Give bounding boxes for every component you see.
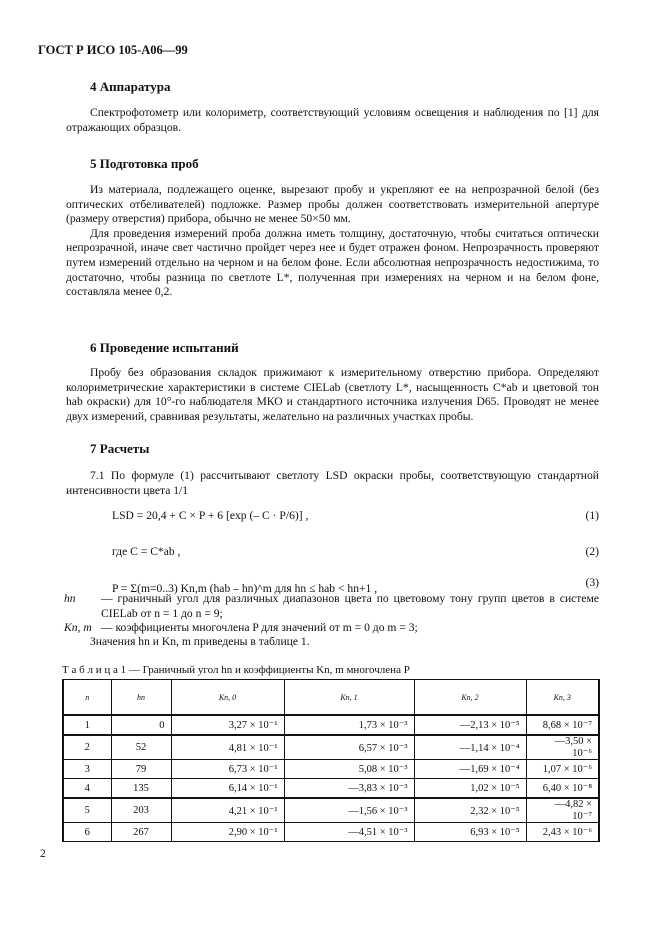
table-cell: —1,14 × 10⁻⁴ bbox=[414, 735, 526, 760]
table-cell: 6,57 × 10⁻³ bbox=[284, 735, 414, 760]
definition-text: — коэффициенты многочлена P для значений от m = 0 до m = 3; bbox=[101, 621, 418, 634]
coefficients-table bbox=[62, 679, 600, 842]
table-cell: —4,51 × 10⁻³ bbox=[284, 823, 414, 842]
table-caption: Т а б л и ц а 1 — Граничный угол hn и коэффициенты Kn, m многочлена P bbox=[62, 664, 410, 676]
table-cell: —3,50 × 10⁻⁶ bbox=[526, 735, 599, 760]
definition-term: hn bbox=[64, 592, 76, 605]
table-cell: 1,07 × 10⁻⁶ bbox=[526, 760, 599, 779]
formula-number: (3) bbox=[585, 576, 599, 589]
table-cell: 3 bbox=[63, 760, 111, 779]
table-cell: 267 bbox=[111, 823, 171, 842]
table-cell: 1,73 × 10⁻³ bbox=[284, 715, 414, 735]
document-header: ГОСТ Р ИСО 105-А06—99 bbox=[38, 43, 188, 57]
table-cell: 5 bbox=[63, 798, 111, 823]
table-cell: —1,69 × 10⁻⁴ bbox=[414, 760, 526, 779]
table-cell: 8,68 × 10⁻⁷ bbox=[526, 715, 599, 735]
table-cell: 52 bbox=[111, 735, 171, 760]
table-cell: 2,43 × 10⁻⁶ bbox=[526, 823, 599, 842]
formula-3: P = Σ(m=0..3) Kn,m (hab – hn)^m для hn ≤ hab < hn+1 , bbox=[112, 582, 378, 595]
table-row bbox=[63, 798, 599, 823]
table-cell: 135 bbox=[111, 779, 171, 799]
table-cell: 6,40 × 10⁻⁸ bbox=[526, 779, 599, 799]
table-cell: 6,93 × 10⁻⁵ bbox=[414, 823, 526, 842]
table-cell: —3,83 × 10⁻³ bbox=[284, 779, 414, 799]
table-cell: 6 bbox=[63, 823, 111, 842]
table-cell: —4,82 × 10⁻⁷ bbox=[526, 798, 599, 823]
table-cell: 79 bbox=[111, 760, 171, 779]
values-note: Значения hn и Kn, m приведены в таблице 1. bbox=[90, 635, 310, 648]
definition-term: Kn, m bbox=[64, 621, 92, 634]
column-header: Kn, 3 bbox=[526, 680, 599, 716]
table-row bbox=[63, 760, 599, 779]
table-cell: 2,32 × 10⁻⁵ bbox=[414, 798, 526, 823]
table-row bbox=[63, 779, 599, 799]
formula-number: (2) bbox=[585, 545, 599, 558]
formula-number: (1) bbox=[585, 509, 599, 522]
column-header: hn bbox=[111, 680, 171, 716]
column-header: Kn, 1 bbox=[284, 680, 414, 716]
section-title-4: 4 Аппаратура bbox=[90, 79, 171, 94]
table-cell: 4 bbox=[63, 779, 111, 799]
table-row bbox=[63, 735, 599, 760]
table-cell: 0 bbox=[111, 715, 171, 735]
table-cell: 1 bbox=[63, 715, 111, 735]
table-cell: 5,08 × 10⁻³ bbox=[284, 760, 414, 779]
column-header: n bbox=[63, 680, 111, 716]
formula-1: LSD = 20,4 + C × P + 6 [exp (– C · P/6)] , bbox=[112, 509, 309, 522]
table-cell: 2,90 × 10⁻¹ bbox=[171, 823, 284, 842]
paragraph: Для проведения измерений проба должна иметь толщину, достаточную, чтобы считаться оптически непрозрачной, иначе свет частично пройдет через нее и будет отражен фоном. Непрозрачность проверяют путем измерений отдельно на черном и на белом фоне. Если абсолютная непрозрачность недостижима, то достаточно, чтобы разница по светлоте L*, полученная при измерениях на черном и на белом фоне, составляла менее 0,2. bbox=[66, 226, 599, 299]
column-header: Kn, 2 bbox=[414, 680, 526, 716]
column-header: Kn, 0 bbox=[171, 680, 284, 716]
table-cell: 203 bbox=[111, 798, 171, 823]
table-row bbox=[63, 715, 599, 735]
section-title-5: 5 Подготовка проб bbox=[90, 156, 199, 171]
paragraph: Спектрофотометр или колориметр, соответствующий условиям освещения и наблюдения по [1] для отражающих образцов. bbox=[66, 106, 599, 134]
table-cell: 1,02 × 10⁻⁵ bbox=[414, 779, 526, 799]
page-number: 2 bbox=[40, 848, 46, 860]
section-title-6: 6 Проведение испытаний bbox=[90, 340, 239, 355]
section-title-7: 7 Расчеты bbox=[90, 441, 150, 456]
paragraph: Пробу без образования складок прижимают к измерительному отверстию прибора. Определяют колориметрические характеристики в системе CIELab (светлоту L*, насыщенность C*ab и цветовой тон hab окраски) для 10°-го наблюдателя МКО и стандартного источника излучения D65. Проводят не менее двух измерений, сравнивая результаты, желательно на различных участках пробы. bbox=[66, 366, 599, 423]
paragraph: Из материала, подлежащего оценке, вырезают пробу и укрепляют ее на непрозрачной белой (без оптических отбеливателей) подложке. Размер пробы должен соответствовать измерительной апертуре (размеру отверстия) прибора, обычно не менее 50×50 мм. bbox=[66, 183, 599, 226]
table-cell: 3,27 × 10⁻¹ bbox=[171, 715, 284, 735]
table-cell: 6,14 × 10⁻¹ bbox=[171, 779, 284, 799]
formula-2: где C = C*ab , bbox=[112, 545, 181, 558]
table-cell: 4,81 × 10⁻¹ bbox=[171, 735, 284, 760]
table-cell: —2,13 × 10⁻⁵ bbox=[414, 715, 526, 735]
table-cell: —1,56 × 10⁻³ bbox=[284, 798, 414, 823]
definition-text: — граничный угол для различных диапазонов цвета по цветовому тону групп цветов в системе CIELab от n = 1 до n = 9; bbox=[101, 592, 599, 620]
table-cell: 4,21 × 10⁻¹ bbox=[171, 798, 284, 823]
table-cell: 6,73 × 10⁻¹ bbox=[171, 760, 284, 779]
table-row bbox=[63, 823, 599, 842]
paragraph: 7.1 По формуле (1) рассчитывают светлоту LSD окраски пробы, соответствующую стандартной интенсивности цвета 1/1 bbox=[66, 469, 599, 497]
table-cell: 2 bbox=[63, 735, 111, 760]
